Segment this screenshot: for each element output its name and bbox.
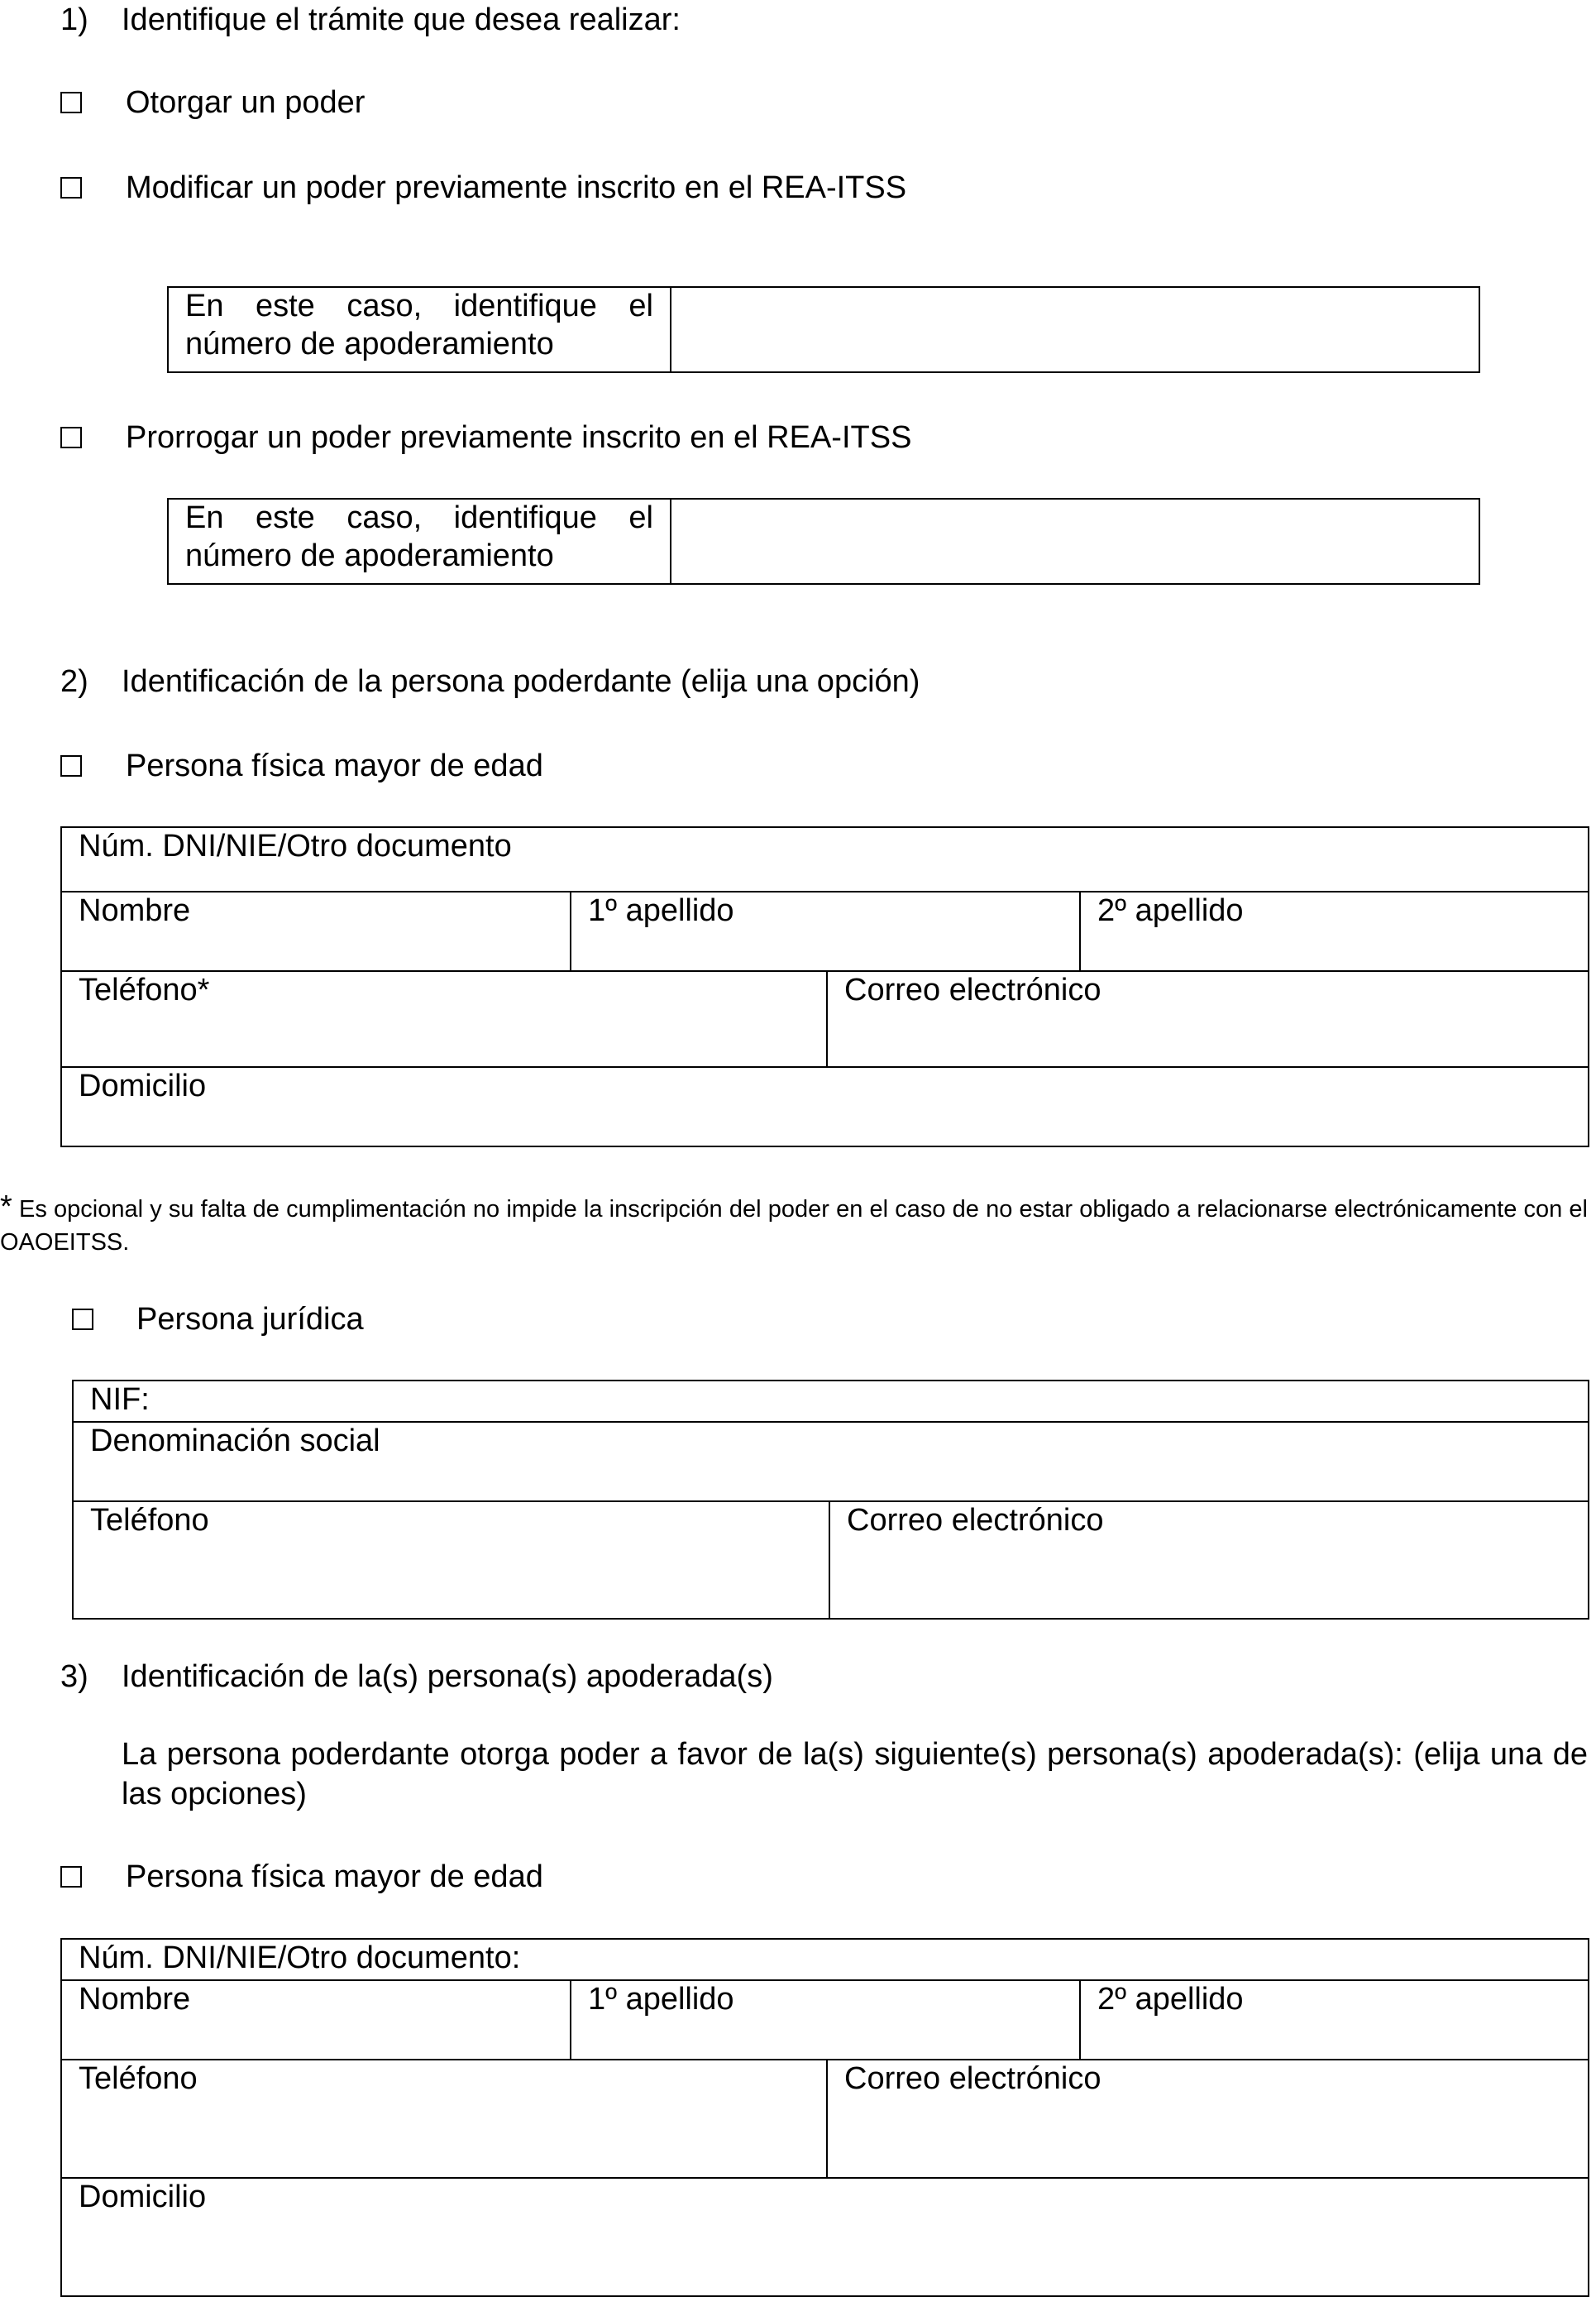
field-apellido-2[interactable]: 2º apellido	[1080, 1980, 1589, 2060]
table-modificar-numero	[167, 286, 1480, 373]
option-label-prorrogar: Prorrogar un poder previamente inscrito en el REA-ITSS	[126, 420, 912, 455]
option-label-modificar: Modificar un poder previamente inscrito en el REA-ITSS	[126, 170, 907, 205]
footnote-text: Es opcional y su falta de cumplimentación no impide la inscripción del poder en el caso de no estar obligado a relacionarse electrónicamente con el OAOEITSS.	[0, 1196, 1588, 1256]
table-poderdante-juridica	[72, 1380, 1589, 1620]
label-numero-apoderamiento: En este caso, identifique el número de apoderamiento	[168, 287, 671, 372]
section-number: 3)	[60, 1659, 88, 1694]
field-apellido-2[interactable]: 2º apellido	[1080, 892, 1589, 971]
table-apoderada-fisica	[60, 1938, 1589, 2297]
field-correo[interactable]: Correo electrónico	[827, 971, 1589, 1067]
option-label-apoderada-fisica: Persona física mayor de edad	[126, 1859, 543, 1894]
section-number: 1)	[60, 2, 88, 37]
checkbox-apoderada-fisica[interactable]	[60, 1866, 82, 1888]
option-label-otorgar: Otorgar un poder	[126, 85, 366, 120]
apoderada-intro: La persona poderdante otorga poder a favor de la(s) siguiente(s) persona(s) apoderada(s): (elija una de las opciones)	[122, 1737, 1588, 1811]
field-telefono[interactable]: Teléfono	[61, 2060, 827, 2178]
table-poderdante-fisica	[60, 826, 1589, 1147]
checkbox-modificar[interactable]	[60, 177, 82, 199]
field-denominacion-social[interactable]: Denominación social	[73, 1422, 1589, 1501]
field-correo[interactable]: Correo electrónico	[827, 2060, 1589, 2178]
field-num-documento[interactable]: Núm. DNI/NIE/Otro documento	[61, 827, 1589, 892]
option-label-poderdante-juridica: Persona jurídica	[136, 1302, 364, 1337]
table-prorrogar-numero	[167, 498, 1480, 585]
footnote	[0, 1188, 1588, 1257]
section-number: 2)	[60, 664, 88, 699]
section-title: Identificación de la(s) persona(s) apoderada(s)	[122, 1659, 773, 1694]
input-numero-apoderamiento-modificar[interactable]	[671, 287, 1479, 372]
field-nombre[interactable]: Nombre	[61, 1980, 571, 2060]
label-numero-apoderamiento: En este caso, identifique el número de apoderamiento	[168, 499, 671, 584]
checkbox-prorrogar[interactable]	[60, 427, 82, 448]
checkbox-otorgar[interactable]	[60, 92, 82, 113]
field-num-documento[interactable]: Núm. DNI/NIE/Otro documento:	[61, 1939, 1589, 1980]
checkbox-poderdante-juridica[interactable]	[72, 1309, 93, 1330]
section-title: Identifique el trámite que desea realizar:	[122, 2, 681, 37]
field-domicilio[interactable]: Domicilio	[61, 1067, 1589, 1146]
section-title: Identificación de la persona poderdante (elija una opción)	[122, 664, 920, 699]
field-telefono[interactable]: Teléfono*	[61, 971, 827, 1067]
field-domicilio[interactable]: Domicilio	[61, 2178, 1589, 2296]
field-apellido-1[interactable]: 1º apellido	[571, 892, 1080, 971]
footnote-asterisk: *	[0, 1189, 12, 1224]
field-nif[interactable]: NIF:	[73, 1381, 1589, 1422]
input-numero-apoderamiento-prorrogar[interactable]	[671, 499, 1479, 584]
option-label-poderdante-fisica: Persona física mayor de edad	[126, 749, 543, 783]
field-telefono[interactable]: Teléfono	[73, 1501, 829, 1619]
checkbox-poderdante-fisica[interactable]	[60, 755, 82, 777]
field-apellido-1[interactable]: 1º apellido	[571, 1980, 1080, 2060]
field-correo[interactable]: Correo electrónico	[829, 1501, 1589, 1619]
field-nombre[interactable]: Nombre	[61, 892, 571, 971]
